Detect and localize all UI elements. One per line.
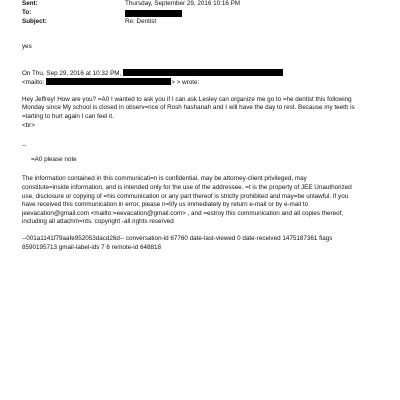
quote-line: Hey Jeffrey! How are you? =A0 I wanted to ask you if I can ask Lesley can organize me go to =he dentist this following bbox=[22, 95, 352, 103]
disclaimer-line: use, disclosure or copying of =his communication or any part thereof is strictly prohibited and may=be unlawful. If you bbox=[22, 192, 349, 200]
disclaimer-line: jeevacation@gmail.com <mailto:=eevacation@gmail.com> , and =estroy this communication and all copies thereof, bbox=[22, 209, 344, 217]
subject-value: Re: Dentist bbox=[125, 18, 157, 25]
redacted-recipient bbox=[125, 10, 182, 17]
disclaimer-line: including all attachm=nts. copyright -all rights reserved bbox=[22, 218, 174, 226]
quote-intro-line bbox=[22, 69, 382, 79]
quote-mailto-line bbox=[22, 78, 382, 88]
quote-line: Monday since My school is closed in observ=nce of Rosh hashanah and I will have the day to rest. Because my teeth is bbox=[22, 104, 355, 112]
quote-line: <br> bbox=[22, 121, 35, 129]
sent-value: Thursday, September 29, 2016 10:16 PM bbox=[125, 0, 241, 7]
quote-dashes: -- bbox=[22, 142, 27, 150]
quote-note: =A0 please note bbox=[31, 155, 77, 163]
redacted-sender-name bbox=[123, 69, 283, 76]
disclaimer-line: The information contained in this communicati=n is confidential, may be attorney-client privileged, may bbox=[22, 175, 307, 183]
reply-text: yes bbox=[22, 43, 32, 50]
subject-row bbox=[22, 18, 392, 27]
disclaimer bbox=[22, 175, 382, 227]
email-header bbox=[22, 0, 392, 27]
message-metadata bbox=[22, 235, 382, 252]
to-row bbox=[22, 9, 392, 18]
to-label: To: bbox=[22, 9, 32, 16]
disclaimer-line: constitute=inside information, and is intended only for the use of the addressee. =t is the property of JEE Unauthorized bbox=[22, 183, 352, 191]
email-body bbox=[22, 43, 382, 252]
redacted-sender-email bbox=[46, 78, 171, 85]
metadata-line: --001a1141f79aafe952053dacd26d-- conversation-id 67760 date-last-viewed 0 date-received 1475187361 flags bbox=[22, 234, 333, 242]
metadata-line: 8590195713 gmail-label-ids 7 6 remote-id 648818 bbox=[22, 243, 161, 251]
quote-mailto-prefix: <mailto: bbox=[22, 79, 45, 87]
quote-wrote: > > wrote: bbox=[171, 79, 200, 87]
quote-intro: On Thu, Sep 29, 2016 at 10:32 PM, bbox=[22, 69, 122, 77]
sent-row bbox=[22, 0, 392, 9]
quote-line: =tarting to hurt again I can feel it. bbox=[22, 112, 114, 120]
subject-label: Subject: bbox=[22, 18, 47, 25]
disclaimer-line: have received this communication in error, please n=tify us immediately by return e-mail or by e-mail to bbox=[22, 201, 309, 209]
sent-label: Sent: bbox=[22, 0, 38, 7]
